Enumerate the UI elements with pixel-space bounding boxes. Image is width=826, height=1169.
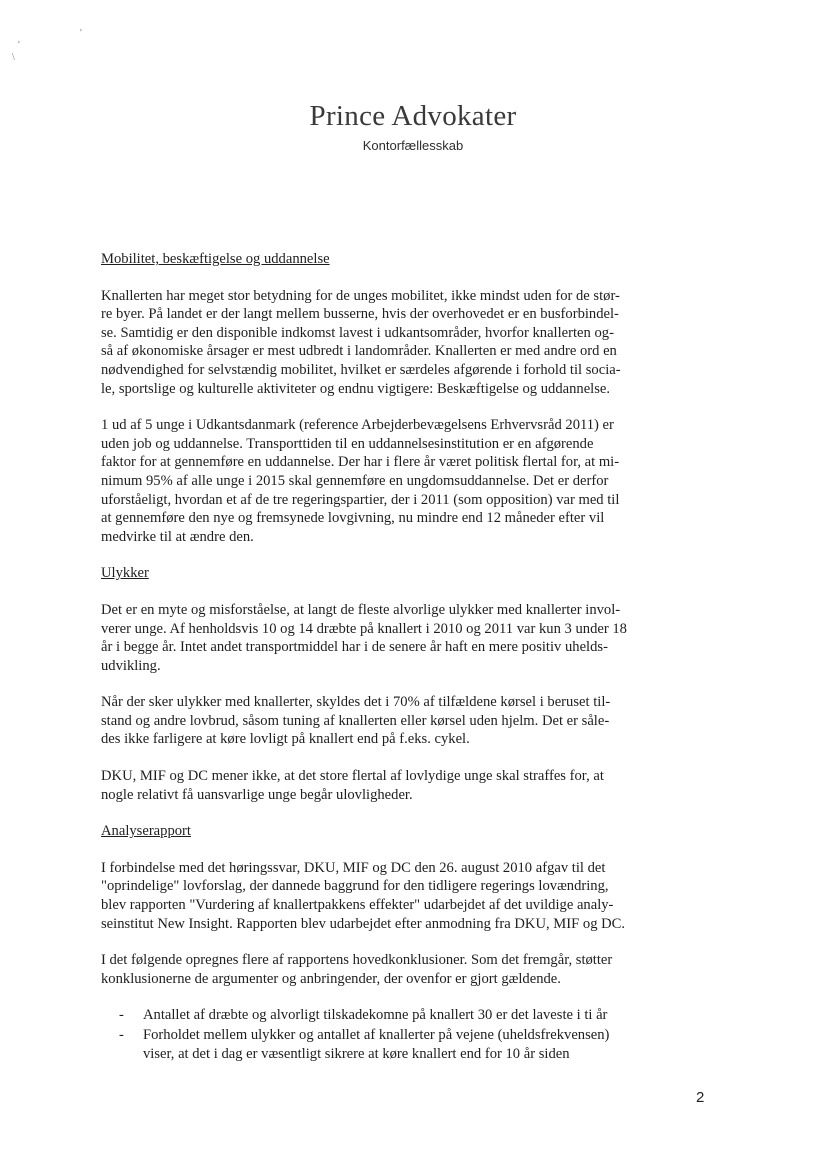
text-line: nogle relativt få uansvarlige unge begår ulovligheder. (101, 786, 413, 803)
letterhead-title: Prince Advokater (309, 100, 517, 132)
paragraph (101, 601, 701, 675)
paragraph (101, 416, 701, 546)
text-line: 1 ud af 5 unge i Udkantsdanmark (reference Arbejderbevægelsens Erhvervsråd 2011) er (101, 417, 614, 434)
paragraph (101, 859, 701, 933)
text-line: medvirke til at ændre den. (101, 528, 254, 545)
page-number: 2 (696, 1089, 705, 1106)
paragraph (101, 287, 701, 399)
text-line: I forbindelse med det høringssvar, DKU, MIF og DC den 26. august 2010 afgav til det (101, 859, 606, 876)
paragraph (101, 693, 701, 749)
bullet-dash: - (119, 1027, 124, 1043)
text-line: le, sportslige og kulturelle aktiviteter og endnu vigtigere: Beskæftigelse og uddannelse. (101, 380, 611, 397)
text-line: verer unge. Af henholdsvis 10 og 14 dræbte på knallert i 2010 og 2011 var kun 3 under 18 (101, 620, 627, 637)
list-item (119, 1006, 701, 1025)
scan-mark: \ (12, 52, 15, 63)
scan-mark: ' (80, 28, 82, 39)
text-line: Når der sker ulykker med knallerter, skyldes det i 70% af tilfældene kørsel i beruset til- (101, 694, 611, 711)
section-heading: Mobilitet, beskæftigelse og uddannelse (101, 251, 330, 267)
text-line: konklusionerne de argumenter og anbringender, der ovenfor er gjort gældende. (101, 970, 561, 987)
text-line: Antallet af dræbte og alvorligt tilskadekomne på knallert 30 er det laveste i ti år (143, 1007, 608, 1024)
bullet-list (101, 1006, 701, 1063)
text-line: udvikling. (101, 657, 161, 674)
text-line: Knallerten har meget stor betydning for de unges mobilitet, ikke mindst uden for de stør- (101, 287, 620, 304)
text-line: stand og andre lovbrud, såsom tuning af knallerten eller kørsel uden hjelm. Det er såle- (101, 712, 610, 729)
text-line: nimum 95% af alle unge i 2015 skal gennemføre en ungdomsuddannelse. Det er derfor (101, 472, 609, 489)
list-item (119, 1026, 701, 1063)
text-line: uden job og uddannelse. Transporttiden til en uddannelsesinstitution er en afgørende (101, 435, 594, 452)
section-heading: Analyserapport (101, 823, 191, 840)
text-line: nødvendighed for selvstændig mobilitet, hvilket er særdeles afgørende i forhold til socia- (101, 361, 621, 378)
text-line: viser, at det i dag er væsentligt sikrere at køre knallert end for 10 år siden (143, 1045, 570, 1062)
text-line: at gennemføre den nye og fremsynede lovgivning, nu mindre end 12 måneder efter vil (101, 510, 605, 527)
text-line: I det følgende opregnes flere af rapportens hovedkonklusioner. Som det fremgår, støtter (101, 952, 613, 969)
text-line: blev rapporten "Vurdering af knallertpakkens effekter" udarbejdet af det uvildige analy- (101, 897, 614, 914)
bullet-dash: - (119, 1007, 124, 1024)
text-line: se. Samtidig er den disponible indkomst lavest i udkantsområder, hvorfor knallerten og- (101, 324, 614, 341)
paragraph (101, 951, 701, 988)
text-line: DKU, MIF og DC mener ikke, at det store flertal af lovlydige unge skal straffes for, at (101, 768, 604, 785)
text-line: des ikke farligere at køre lovligt på knallert end på f.eks. cykel. (101, 731, 470, 748)
letterhead-subtitle: Kontorfællesskab (362, 138, 464, 153)
text-line: uforståeligt, hvordan et af de tre regeringspartier, der i 2011 (som opposition) var med til (101, 491, 620, 508)
text-line: Forholdet mellem ulykker og antallet af knallerter på vejene (uheldsfrekvensen) (143, 1027, 610, 1043)
scan-mark: ' (18, 40, 20, 51)
text-line: så af økonomiske årsager er mest udbredt i landområder. Knallerten er med andre ord en (101, 343, 617, 360)
paragraph (101, 767, 701, 804)
section-heading: Ulykker (101, 565, 149, 582)
text-line: faktor for at gennemføre en uddannelse. Der har i flere år været politisk flertal for, at mi- (101, 454, 620, 471)
text-line: Det er en myte og misforståelse, at langt de fleste alvorlige ulykker med knallerter invol- (101, 601, 621, 618)
text-line: år i begge år. Intet andet transportmiddel har i de senere år haft en mere positiv uhelds- (101, 639, 608, 656)
document-body (101, 250, 701, 1064)
text-line: seinstitut New Insight. Rapporten blev udarbejdet efter anmodning fra DKU, MIF og DC. (101, 915, 626, 932)
text-line: re byer. På landet er der langt mellem busserne, hvis der overhovedet er en busforbindel- (101, 306, 619, 323)
text-line: "oprindelige" lovforslag, der dannede baggrund for den tidligere regerings lovændring, (101, 878, 609, 895)
